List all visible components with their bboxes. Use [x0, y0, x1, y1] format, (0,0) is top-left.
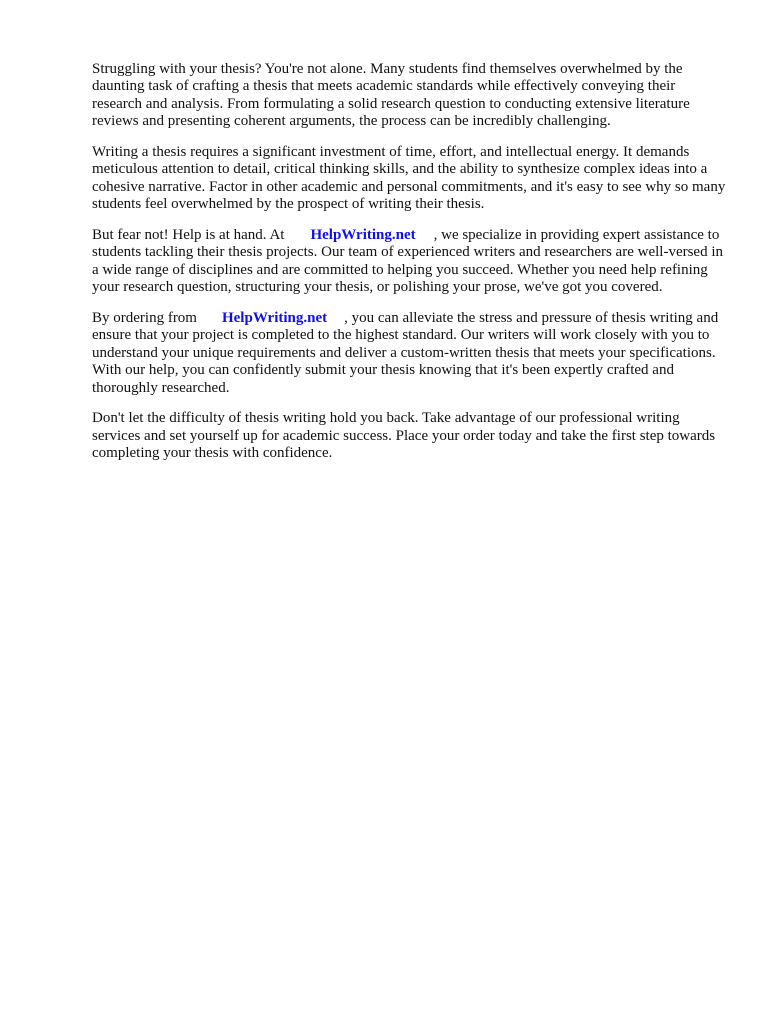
helpwriting-link-ordering[interactable]: HelpWriting.net — [221, 310, 328, 327]
paragraph-help-rest: , we specialize in providing expert assistance to students tackling their thesis projects. Our team of experienced writers and researchers are well-versed in a wide range of disciplines and are committed to helping you succeed. Whether you need help refining your research question, structuring your thesis, or polishing your prose, we've got you covered. — [92, 227, 724, 296]
paragraph-ordering-rest: , you can alleviate the stress and pressure of thesis writing and ensure that your project is completed to the highest standard. Our writers will work closely with you to understand your unique requirements and deliver a custom-written thesis that meets your specifications. With our help, you can confidently submit your thesis knowing that it's been expertly crafted and thoroughly researched. — [92, 310, 719, 396]
paragraph-ordering-lead: By ordering from — [92, 310, 197, 327]
paragraph-closing: Don't let the difficulty of thesis writing hold you back. Take advantage of our professional writing services and set yourself up for academic success. Place your order today and take the first step towards completing your thesis with confidence. — [92, 410, 716, 462]
paragraph-ordering — [92, 310, 728, 397]
paragraph-intro: Struggling with your thesis? You're not alone. Many students find themselves overwhelmed by the daunting task of crafting a thesis that meets academic standards while effectively conveying their research and analysis. From formulating a solid research question to conducting extensive literature reviews and presenting coherent arguments, the process can be incredibly challenging. — [92, 61, 690, 130]
helpwriting-link[interactable]: HelpWriting.net — [310, 227, 416, 244]
document-body — [92, 61, 728, 476]
paragraph-help-lead: But fear not! Help is at hand. At — [92, 227, 285, 244]
paragraph-help — [92, 227, 728, 297]
paragraph-requirements: Writing a thesis requires a significant investment of time, effort, and intellectual energy. It demands meticulous attention to detail, critical thinking skills, and the ability to synthesize complex ideas into a cohesive narrative. Factor in other academic and personal commitments, and it's easy to see why so many students feel overwhelmed by the prospect of writing their thesis. — [92, 144, 726, 213]
